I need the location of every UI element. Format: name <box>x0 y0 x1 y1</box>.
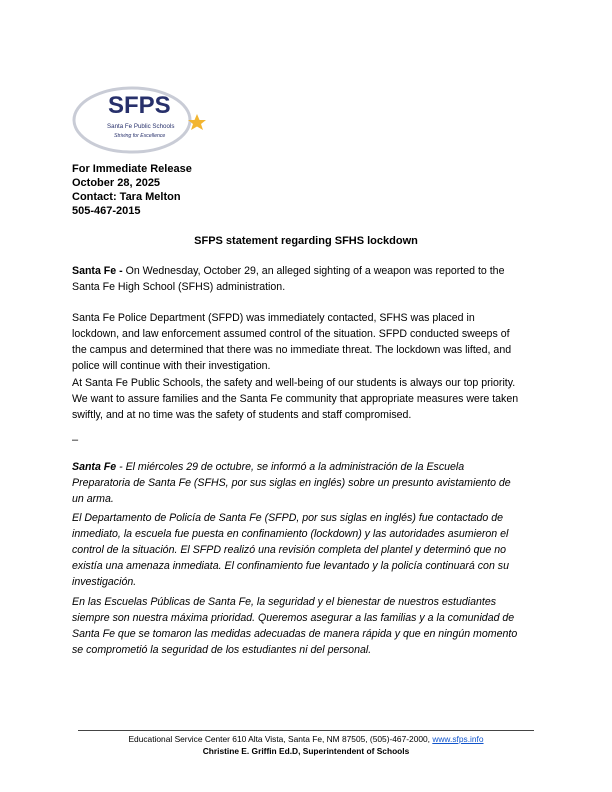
line: Santa Fe High School (SFHS) administration. <box>72 281 286 293</box>
sfps-logo <box>70 82 220 158</box>
spanish-paragraph-3 <box>72 594 517 658</box>
line: Preparatoria de Santa Fe (SFHS, por sus siglas en inglés) sobre un presunto avistamiento de <box>72 477 511 489</box>
line: control de la situación. El SFPD realizó una revisión completa del plantel y determinó que no <box>72 544 506 556</box>
dateline: Santa Fe - <box>72 265 123 277</box>
line: En las Escuelas Públicas de Santa Fe, la seguridad y el bienestar de nuestros estudiantes <box>72 596 497 608</box>
footer-divider <box>78 730 534 731</box>
line: investigación. <box>72 576 137 588</box>
line: Santa Fe Police Department (SFPD) was immediately contacted, SFHS was placed in <box>72 312 475 324</box>
release-header <box>72 162 192 218</box>
footer-address: Educational Service Center 610 Alta Vista, Santa Fe, NM 87505, (505)-467-2000, <box>128 734 433 744</box>
logo-text: SFPS <box>108 92 171 119</box>
line: On Wednesday, October 29, an alleged sighting of a weapon was reported to the <box>122 265 505 277</box>
logo-graphic <box>70 82 220 158</box>
line: lockdown, and law enforcement assumed control of the situation. SFPD conducted sweeps of <box>72 328 510 340</box>
line: the campus and determined that there was no immediate threat. The lockdown was lifted, and <box>72 344 512 356</box>
logo-subtitle: Santa Fe Public Schools <box>107 123 175 130</box>
english-paragraph-3 <box>72 375 518 423</box>
release-date: October 28, 2025 <box>72 177 161 189</box>
page-title: SFPS statement regarding SFHS lockdown <box>194 235 418 247</box>
line: We want to assure families and the Santa Fe community that appropriate measures were taken <box>72 393 519 405</box>
footer <box>0 733 612 757</box>
logo-tagline: Striving for Excellence <box>114 133 166 139</box>
line: swiftly, and at no time was the safety of students and staff compromised. <box>72 409 412 421</box>
contact: Contact: Tara Melton <box>72 191 181 203</box>
line: inmediato, la escuela fue puesta en confinamiento (lockdown) y las autoridades asumieron el <box>72 528 509 540</box>
line: se comprometió la seguridad de los estudiantes ni del personal. <box>72 644 372 656</box>
line: existía una amenaza inmediata. El confinamiento fue levantado y la policía continuará con su <box>72 560 509 572</box>
line: police will continue with their investigation. <box>72 360 271 372</box>
english-paragraph-2 <box>72 310 511 374</box>
line: Santa Fe que se tomaron las medidas adecuadas de manera rápida y que en ningún momento <box>72 628 518 640</box>
line: siempre son nuestra máxima prioridad. Queremos asegurar a las familias y a la comunidad de <box>72 612 515 624</box>
release-label: For Immediate Release <box>72 163 192 175</box>
superintendent: Christine E. Griffin Ed.D, Superintendent of Schools <box>202 746 410 756</box>
spanish-paragraph-1 <box>72 459 511 507</box>
spanish-paragraph-2 <box>72 510 509 590</box>
line: un arma. <box>72 493 114 505</box>
line: - El miércoles 29 de octubre, se informó a la administración de la Escuela <box>116 461 465 473</box>
phone: 505-467-2015 <box>72 205 141 217</box>
english-paragraph-1 <box>72 263 504 295</box>
separator: – <box>72 434 79 446</box>
line: At Santa Fe Public Schools, the safety and well-being of our students is always our top priority. <box>72 377 516 389</box>
website-link[interactable]: www.sfps.info <box>432 734 484 744</box>
line: El Departamento de Policía de Santa Fe (SFPD, por sus siglas en inglés) fue contactado de <box>72 512 504 524</box>
dateline-es: Santa Fe <box>72 461 117 473</box>
